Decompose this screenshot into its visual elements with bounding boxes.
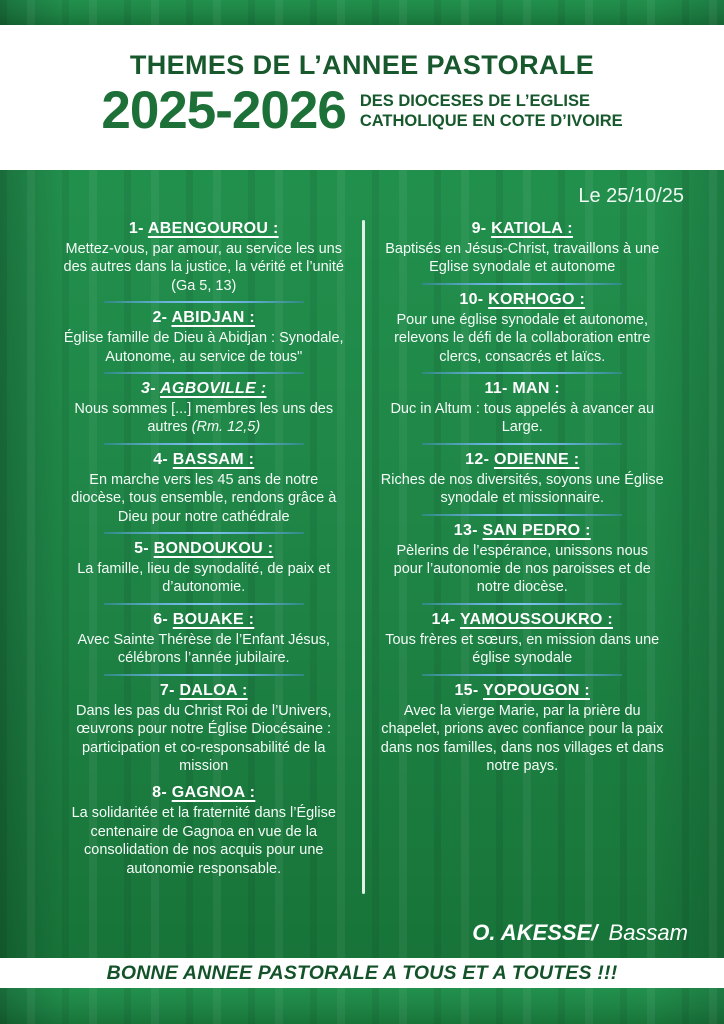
diocese-number: 9-: [471, 220, 487, 237]
diocese-theme: [381, 702, 665, 776]
diocese-heading: [381, 522, 665, 540]
diocese-heading: [381, 380, 665, 398]
diocese-heading: [62, 611, 346, 629]
diocese-number: 15-: [454, 681, 479, 699]
diocese-theme: [381, 311, 665, 366]
diocese-heading: [381, 220, 665, 238]
subtitle-line-1: DES DIOCESES DE L’EGLISE: [359, 92, 590, 111]
item-divider: [422, 372, 622, 374]
diocese-theme: [381, 400, 665, 437]
diocese-theme-text: En marche vers les 45 ans de notre diocèse, tous ensemble, rendons grâce à Dieu pour notre cathédrale: [71, 471, 337, 525]
diocese-name: DALOA :: [179, 681, 248, 699]
diocese-name: KORHOGO :: [488, 290, 586, 308]
diocese-item: [62, 220, 346, 295]
item-divider: [104, 603, 304, 605]
diocese-item: [381, 291, 665, 366]
diocese-theme-text: Pèlerins de l’espérance, unissons nous pour l’autonomie de nos paroisses et de notre diocèse.: [393, 542, 651, 596]
diocese-heading: [381, 682, 665, 700]
diocese-name: BOUAKE :: [172, 610, 255, 628]
diocese-number: 1-: [128, 220, 144, 237]
diocese-heading: [62, 380, 346, 398]
diocese-name: MAN :: [512, 380, 561, 398]
diocese-number: 11-: [484, 380, 508, 398]
diocese-heading: [381, 291, 665, 309]
diocese-name: BONDOUKOU :: [153, 540, 274, 558]
subtitle-line-2: CATHOLIQUE EN COTE D’IVOIRE: [359, 112, 623, 131]
top-green-band: [0, 0, 724, 25]
diocese-item: [62, 682, 346, 776]
item-divider: [422, 283, 622, 285]
diocese-theme: [381, 240, 665, 277]
diocese-heading: [62, 540, 346, 558]
diocese-name: BASSAM :: [172, 450, 255, 468]
diocese-heading: [62, 784, 346, 802]
footer-message: BONNE ANNEE PASTORALE A TOUS ET A TOUTES !!!: [106, 961, 618, 984]
diocese-name: ABENGOUROU :: [147, 220, 279, 237]
signature-place: Bassam: [608, 920, 688, 945]
diocese-theme: [381, 631, 665, 668]
diocese-theme: [381, 471, 665, 508]
diocese-item: [381, 611, 665, 668]
diocese-theme-text: Nous sommes [...] membres les uns des autres: [74, 401, 334, 436]
item-divider: [422, 443, 622, 445]
diocese-theme-text: Baptisés en Jésus-Christ, travaillons à une Eglise synodale et autonome: [385, 241, 660, 276]
diocese-item: [381, 522, 665, 597]
diocese-item: [62, 540, 346, 597]
diocese-number: 7-: [159, 681, 175, 699]
item-divider: [104, 674, 304, 676]
diocese-number: 3-: [141, 380, 156, 398]
poster-body: [0, 170, 724, 958]
signature-author: O. AKESSE/: [472, 920, 598, 945]
header: [0, 25, 724, 170]
diocese-theme: [381, 542, 665, 597]
diocese-number: 13-: [453, 521, 478, 539]
diocese-name: ABIDJAN :: [171, 309, 256, 327]
diocese-theme: [62, 329, 346, 366]
diocese-name: GAGNOA :: [171, 784, 256, 802]
signature: [472, 920, 688, 946]
diocese-heading: [62, 220, 346, 238]
diocese-theme-text: Dans les pas du Christ Roi de l’Univers, œuvrons pour notre Église Diocésaine : participation et co-responsabilité de la mission: [76, 702, 332, 774]
diocese-theme: [62, 400, 346, 437]
subtitle: [360, 91, 623, 131]
diocese-number: 6-: [153, 610, 169, 628]
item-divider: [422, 514, 622, 516]
item-divider: [104, 301, 304, 303]
diocese-theme-text: Duc in Altum : tous appelés à avancer au Large.: [390, 401, 655, 436]
diocese-theme-text: Église famille de Dieu à Abidjan : Synodale, Autonome, au service de tous": [63, 330, 344, 365]
diocese-theme: [62, 702, 346, 776]
diocese-name: ODIENNE :: [493, 450, 580, 468]
diocese-item: [381, 380, 665, 437]
item-divider: [104, 443, 304, 445]
diocese-name: YOPOUGON :: [482, 681, 590, 699]
diocese-number: 5-: [134, 540, 149, 558]
item-divider: [422, 603, 622, 605]
footer-band: [0, 958, 724, 988]
item-divider: [104, 532, 304, 534]
diocese-item: [62, 451, 346, 526]
diocese-theme-reference: (Rm. 12,5): [191, 419, 261, 436]
diocese-number: 14-: [431, 610, 456, 628]
columns-container: [0, 170, 724, 894]
diocese-number: 12-: [465, 450, 490, 468]
date-label: Le 25/10/25: [578, 185, 684, 207]
diocese-item: [62, 784, 346, 878]
diocese-theme: [62, 804, 346, 878]
diocese-item: [62, 309, 346, 366]
diocese-theme-text: Avec la vierge Marie, par la prière du chapelet, prions avec confiance pour la paix dans nos familles, dans nos villages et dans notre pays.: [380, 702, 664, 774]
header-row: [0, 81, 724, 140]
diocese-heading: [62, 451, 346, 469]
diocese-theme: [62, 631, 346, 668]
diocese-theme: [62, 471, 346, 526]
item-divider: [104, 372, 304, 374]
diocese-number: 2-: [152, 309, 168, 327]
diocese-number: 8-: [152, 784, 167, 802]
diocese-item: [381, 682, 665, 776]
diocese-name: SAN PEDRO :: [482, 521, 591, 539]
diocese-theme: [62, 560, 346, 597]
diocese-item: [62, 380, 346, 437]
diocese-theme-text: La solidaritée et la fraternité dans l’Église centenaire de Gagnoa en vue de la consolidation de nos acquis pour une autonomie responsable.: [71, 805, 336, 877]
diocese-heading: [381, 451, 665, 469]
diocese-heading: [381, 611, 665, 629]
diocese-item: [62, 611, 346, 668]
page-title: THEMES DE L’ANNEE PASTORALE: [129, 50, 595, 80]
diocese-name: KATIOLA :: [491, 220, 573, 237]
diocese-theme-text: Avec Sainte Thérèse de l’Enfant Jésus, célébrons l’année jubilaire.: [77, 631, 331, 667]
bottom-green-band: [0, 988, 724, 1024]
diocese-name: AGBOVILLE :: [160, 380, 267, 398]
diocese-theme: [62, 240, 346, 295]
left-column: [62, 220, 362, 894]
diocese-item: [381, 220, 665, 277]
diocese-theme-text: La famille, lieu de synodalité, de paix et d’autonomie.: [77, 561, 331, 596]
item-divider: [422, 674, 622, 676]
diocese-name: YAMOUSSOUKRO :: [460, 610, 613, 628]
years-label: 2025-2026: [101, 81, 346, 140]
diocese-item: [381, 451, 665, 508]
diocese-number: 4-: [153, 450, 169, 468]
diocese-heading: [62, 682, 346, 700]
diocese-heading: [62, 309, 346, 327]
diocese-theme-text: Riches de nos diversités, soyons une Église synodale et missionnaire.: [380, 471, 664, 507]
diocese-theme-text: Mettez-vous, par amour, au service les uns des autres dans la justice, la vérité et l’unité (Ga 5, 13): [63, 241, 344, 294]
diocese-theme-text: Tous frères et sœurs, en mission dans une église synodale: [385, 631, 660, 667]
right-column: [365, 220, 665, 894]
diocese-number: 10-: [459, 290, 484, 308]
diocese-theme-text: Pour une église synodale et autonome, relevons le défi de la collaboration entre clercs, consacrés et laïcs.: [394, 311, 651, 365]
